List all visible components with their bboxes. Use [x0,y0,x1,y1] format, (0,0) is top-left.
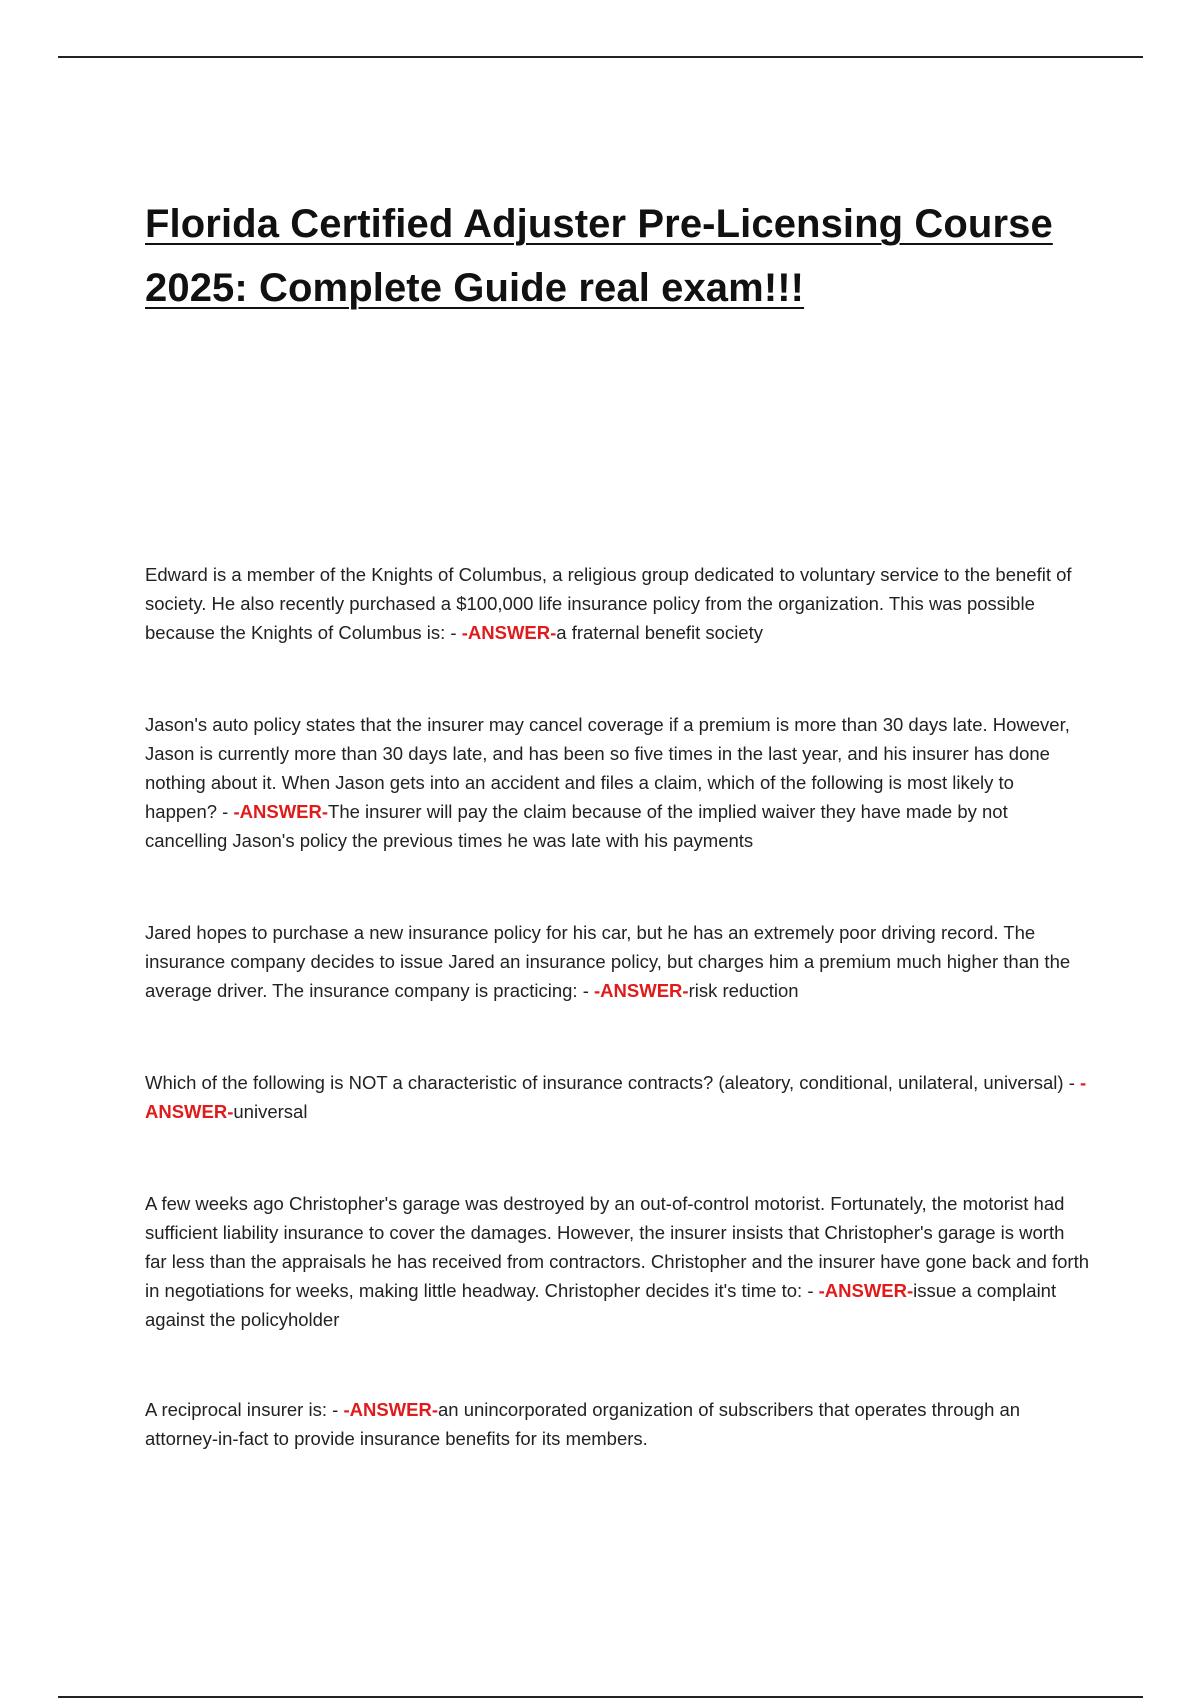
qa-item [145,560,1090,647]
question-text: Jared hopes to purchase a new insurance policy for his car, but he has an extremely poor driving record. The insurance company decides to issue Jared an insurance policy, but charges him a premium much higher than the average driver. The insurance company is practicing: - [145,922,1071,1001]
answer-text: a fraternal benefit society [556,622,763,643]
qa-item [145,918,1090,1005]
answer-text: risk reduction [688,980,799,1001]
answer-tag: -ANSWER- [461,622,557,643]
question-text: A reciprocal insurer is: - [145,1399,344,1420]
answer-tag: -ANSWER- [145,1072,1087,1122]
question-text: Which of the following is NOT a characteristic of insurance contracts? (aleatory, conditional, unilateral, universal) - [145,1072,1081,1093]
answer-tag: -ANSWER- [594,980,689,1001]
document-title: Florida Certified Adjuster Pre-Licensing Course 2025: Complete Guide real exam!!! [145,202,1053,310]
question-text: Edward is a member of the Knights of Columbus, a religious group dedicated to voluntary service to the benefit of society. He also recently purchased a $100,000 life insurance policy from the organization. This was possible because the Knights of Columbus is: - [145,564,1072,643]
answer-tag: -ANSWER- [233,801,329,822]
answer-tag: -ANSWER- [818,1280,914,1301]
qa-item [145,1189,1090,1334]
question-text: Jason's auto policy states that the insurer may cancel coverage if a premium is more than 30 days late. However, Jason is currently more than 30 days late, and has been so five times in the last year, and his insurer has done nothing about it. When Jason gets into an accident and files a claim, which of the following is most likely to happen? - [145,714,1070,822]
answer-text: The insurer will pay the claim because of the implied waiver they have made by not cancelling Jason's policy the previous times he was late with his payments [145,801,1008,851]
qa-item [145,1068,1090,1126]
qa-item [145,1395,1090,1453]
top-rule [58,56,1143,58]
answer-text: universal [233,1101,308,1122]
qa-item [145,710,1090,855]
answer-text: an unincorporated organization of subscribers that operates through an attorney-in-fact to provide insurance benefits for its members. [145,1399,1021,1449]
answer-tag: -ANSWER- [343,1399,438,1420]
answer-text: issue a complaint against the policyholder [145,1280,1057,1330]
bottom-rule [58,1696,1143,1698]
question-text: A few weeks ago Christopher's garage was destroyed by an out-of-control motorist. Fortunately, the motorist had sufficient liability insurance to cover the damages. However, the insurer insists that Christopher's garage is worth far less than the appraisals he has received from contractors. Christopher and the insurer have gone back and forth in negotiations for weeks, making little headway. Christopher decides it's time to: - [145,1193,1090,1301]
